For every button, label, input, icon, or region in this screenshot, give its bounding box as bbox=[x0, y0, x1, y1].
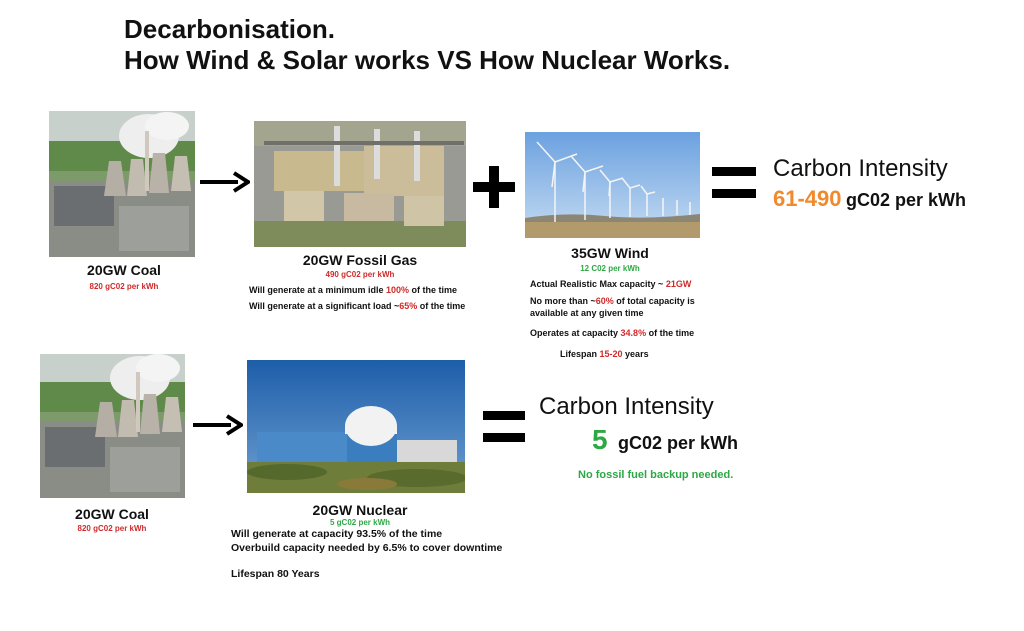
wind-operates-text: Operates at capacity 34.8% of the time bbox=[530, 328, 695, 338]
wind-intensity: 12 C02 per kWh bbox=[580, 264, 640, 273]
gas-load-value: 65% bbox=[399, 301, 418, 311]
result-value-line-1 bbox=[773, 186, 966, 212]
wind-availability-text: available at any given time bbox=[530, 308, 644, 318]
gas-min-idle-text: Will generate at a minimum idle 100% of the time bbox=[249, 285, 457, 295]
nuclear-intensity: 5 gC02 per kWh bbox=[329, 518, 390, 527]
wind-label: 35GW Wind bbox=[571, 245, 649, 261]
wind-operates-value: 34.8% bbox=[620, 328, 647, 338]
result-heading-1: Carbon Intensity bbox=[773, 155, 948, 182]
title-line-2: How Wind & Solar works VS How Nuclear Works. bbox=[124, 45, 731, 75]
nuclear-lifespan-text: Lifespan 80 Years bbox=[231, 568, 320, 580]
title-line-1: Decarbonisation. bbox=[124, 14, 335, 44]
coal-plant-photo-2 bbox=[40, 354, 185, 498]
page-title bbox=[124, 14, 730, 76]
gas-plant-photo bbox=[254, 121, 466, 247]
coal-intensity-2: 820 gC02 per kWh bbox=[77, 524, 147, 533]
plus-icon bbox=[473, 166, 515, 208]
coal-plant-photo-1 bbox=[49, 111, 195, 257]
gas-intensity: 490 gC02 per kWh bbox=[325, 270, 395, 279]
result-unit-2: gC02 per kWh bbox=[618, 433, 739, 453]
coal-intensity-1: 820 gC02 per kWh bbox=[89, 282, 159, 291]
gas-label: 20GW Fossil Gas bbox=[302, 252, 418, 268]
right-arrow-icon-2 bbox=[193, 413, 243, 437]
wind-lifespan-value: 15-20 bbox=[599, 349, 623, 359]
gas-load-text: Will generate at a significant load ~65% of the time bbox=[249, 301, 466, 311]
nuclear-label: 20GW Nuclear bbox=[312, 502, 408, 518]
equals-icon-1 bbox=[712, 167, 756, 200]
nuclear-overbuild-text: Overbuild capacity needed by 6.5% to cover downtime bbox=[231, 542, 503, 554]
wind-farm-photo bbox=[525, 132, 700, 238]
wind-max-capacity-text: Actual Realistic Max capacity ~ 21GW bbox=[530, 279, 692, 289]
no-backup-note: No fossil fuel backup needed. bbox=[578, 469, 734, 481]
wind-max-capacity-value: 21GW bbox=[665, 279, 692, 289]
nuclear-plant-photo bbox=[247, 360, 465, 493]
wind-no-more-text: No more than ~60% of total capacity is bbox=[530, 296, 695, 306]
result-heading-2: Carbon Intensity bbox=[539, 393, 714, 420]
gas-min-idle-value: 100% bbox=[385, 285, 409, 295]
result-value-2: 5 bbox=[592, 424, 608, 455]
equals-icon-2 bbox=[483, 411, 525, 443]
result-value-1: 61-490 bbox=[773, 186, 842, 211]
right-arrow-icon bbox=[200, 170, 250, 194]
result-value-line-2 bbox=[592, 424, 738, 456]
coal-label-1: 20GW Coal bbox=[87, 262, 161, 278]
wind-lifespan-text: Lifespan 15-20 years bbox=[560, 349, 649, 359]
result-unit-1: gC02 per kWh bbox=[845, 190, 966, 210]
nuclear-capacity-text: Will generate at capacity 93.5% of the time bbox=[231, 528, 443, 540]
wind-no-more-value: 60% bbox=[595, 296, 614, 306]
coal-label-2: 20GW Coal bbox=[75, 506, 149, 522]
